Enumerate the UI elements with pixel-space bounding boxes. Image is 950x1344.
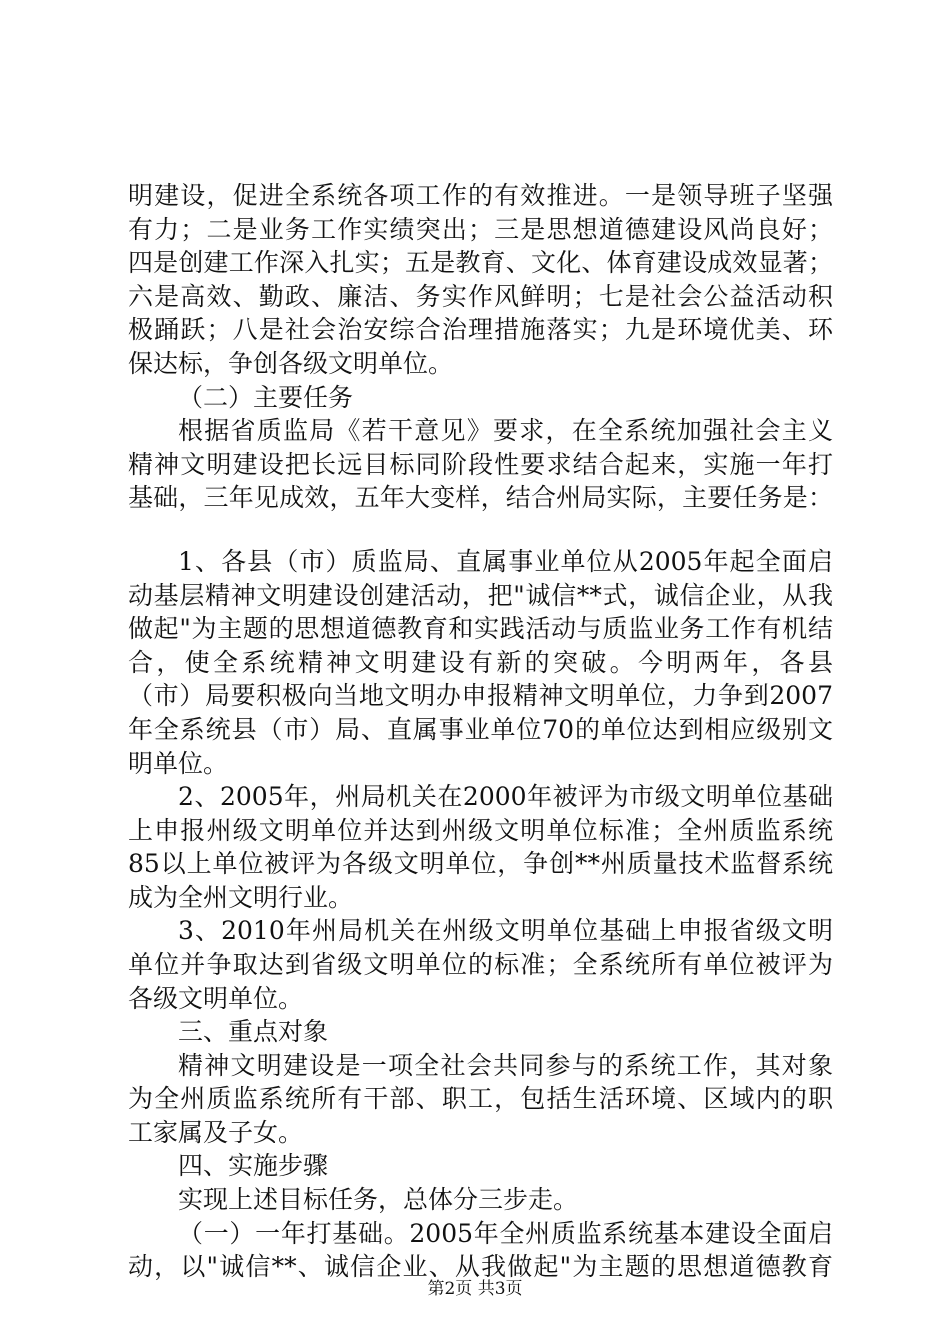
paragraph-line: 85以上单位被评为各级文明单位，争创**州质量技术监督系统 <box>128 849 833 878</box>
paragraph-line: 六是高效、勤政、廉洁、务实作风鲜明；七是社会公益活动积 <box>128 282 833 311</box>
paragraph-line: 四是创建工作深入扎实；五是教育、文化、体育建设成效显著； <box>128 248 833 277</box>
paragraph-line: 精神文明建设把长远目标同阶段性要求结合起来，实施一年打 <box>128 450 833 479</box>
paragraph-line: 极踊跃；八是社会治安综合治理措施落实；九是环境优美、环 <box>128 315 833 344</box>
paragraph-line: 工家属及子女。 <box>128 1118 304 1147</box>
paragraph-line: 根据省质监局《若干意见》要求，在全系统加强社会主义 <box>178 416 833 445</box>
paragraph-line: 各级文明单位。 <box>128 984 304 1013</box>
paragraph-line: 成为全州文明行业。 <box>128 883 354 912</box>
paragraph-line: 明单位。 <box>128 749 229 778</box>
paragraph-line: 实现上述目标任务，总体分三步走。 <box>178 1185 579 1214</box>
paragraph-line: 精神文明建设是一项全社会共同参与的系统工作，其对象 <box>178 1051 833 1080</box>
paragraph-line: 年全系统县（市）局、直属事业单位70的单位达到相应级别文 <box>128 715 833 744</box>
paragraph-line: 基础，三年见成效，五年大变样，结合州局实际，主要任务是： <box>128 483 833 512</box>
paragraph-line: 动基层精神文明建设创建活动，把"诚信**式，诚信企业，从我 <box>128 581 833 610</box>
paragraph-line: 保达标，争创各级文明单位。 <box>128 349 454 378</box>
paragraph-line: 做起"为主题的思想道德教育和实践活动与质监业务工作有机结 <box>128 614 833 643</box>
paragraph-line: 有力；二是业务工作实绩突出；三是思想道德建设风尚良好； <box>128 215 833 244</box>
paragraph-line: 3、2010年州局机关在州级文明单位基础上申报省级文明 <box>178 916 833 945</box>
paragraph-line: 为全州质监系统所有干部、职工，包括生活环境、区域内的职 <box>128 1084 833 1113</box>
paragraph-line: 明建设，促进全系统各项工作的有效推进。一是领导班子坚强 <box>128 181 833 210</box>
section-heading: （二）主要任务 <box>178 383 354 412</box>
section-heading: 四、实施步骤 <box>178 1151 329 1180</box>
paragraph-line: 上申报州级文明单位并达到州级文明单位标准；全州质监系统 <box>128 816 833 845</box>
paragraph-line: 合，使全系统精神文明建设有新的突破。今明两年，各县 <box>128 648 833 677</box>
page-footer: 第2页 共3页 <box>427 1279 523 1299</box>
paragraph-line: 1、各县（市）质监局、直属事业单位从2005年起全面启 <box>178 547 833 576</box>
paragraph-line: （一）一年打基础。2005年全州质监系统基本建设全面启 <box>178 1219 833 1248</box>
paragraph-line: 2、2005年，州局机关在2000年被评为市级文明单位基础 <box>178 782 833 811</box>
paragraph-line: 动，以"诚信**、诚信企业、从我做起"为主题的思想道德教育 <box>128 1252 833 1281</box>
paragraph-line: 单位并争取达到省级文明单位的标准；全系统所有单位被评为 <box>128 950 833 979</box>
paragraph-line: （市）局要积极向当地文明办申报精神文明单位，力争到2007 <box>128 681 833 710</box>
section-heading: 三、重点对象 <box>178 1017 329 1046</box>
